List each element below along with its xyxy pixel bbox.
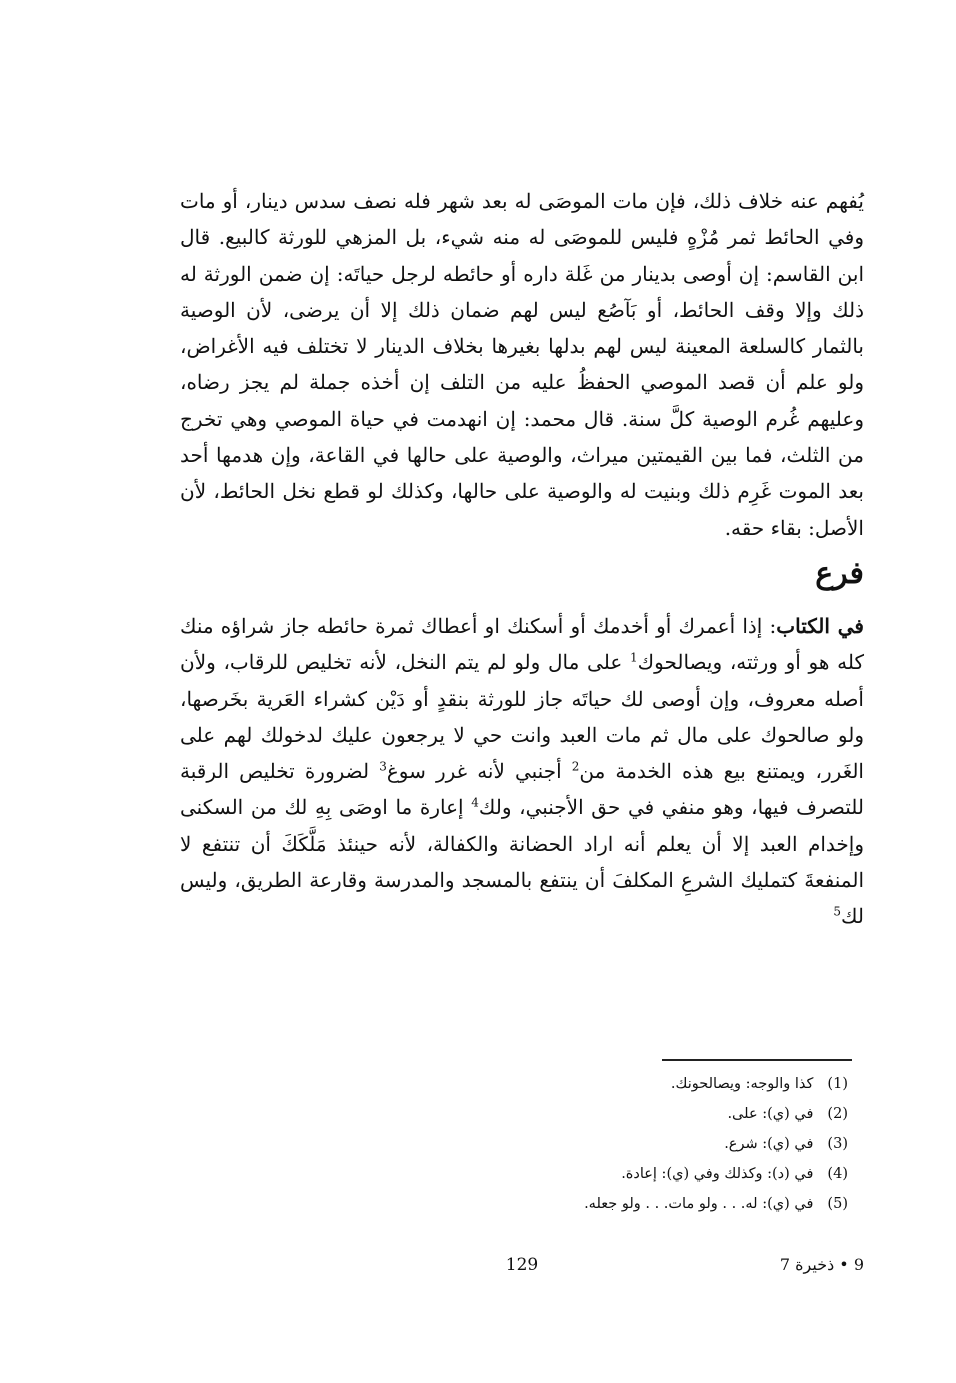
section-heading: فرع (815, 555, 864, 591)
footnote-text: في (د): وكذلك وفي (ي): إعادة. (621, 1166, 814, 1182)
footnotes-list (248, 1069, 848, 1219)
page-footer (180, 1255, 864, 1285)
footnote-number: (1) (827, 1076, 848, 1092)
lead-in-term: في الكتاب (776, 613, 864, 638)
footnote-number: (2) (827, 1106, 848, 1122)
paragraph-2-segment-5: إعارة ما اوصَى بِهِ لك من السكنى وإخدام العبد إلا أن يعلم أنه اراد الحضانة والكفالة، لأنه حينئذ مَلَّكَكَ أن تنتفع لا المنفعةَ كتمليك الشرعِ المكلفَ أن ينتفع بالمسجد والمدرسة وقارعة الطريق، وليس لك (180, 795, 864, 929)
footnote-item (248, 1189, 848, 1219)
paragraph-2-segment-4: لضرورة تخليص الرقبة للتصرف فيها، وهو منفي في حق الأجنبي، ولك (180, 759, 864, 820)
paragraph-2 (180, 608, 864, 935)
footnote-ref-3[interactable]: 3 (379, 759, 387, 774)
footnote-item (248, 1099, 848, 1129)
footnote-text: في (ي): على. (727, 1106, 814, 1122)
footnote-divider (662, 1059, 852, 1061)
signature-mark: 9 • ذخيرة 7 (779, 1255, 864, 1274)
main-text (180, 183, 864, 935)
footnote-number: (5) (827, 1196, 848, 1212)
page-number: 129 (505, 1255, 539, 1275)
footnote-text: في (ي): له. . . ولو مات. . . ولو جعله. (584, 1196, 814, 1212)
footnote-item (248, 1069, 848, 1099)
footnote-text: كذا والوجه: ويصالحونك. (670, 1076, 814, 1092)
footnote-number: (4) (827, 1166, 848, 1182)
footnote-ref-5[interactable]: 5 (833, 904, 842, 919)
paragraph-2-segment-3: أجنبي لأنه غرر سوغ (386, 759, 572, 784)
footnote-item (248, 1129, 848, 1159)
footnote-text: في (ي): شرع. (724, 1136, 814, 1152)
footnote-number: (3) (827, 1136, 848, 1152)
footnote-ref-4[interactable]: 4 (471, 795, 479, 810)
paragraph-1: يُفهم عنه خلاف ذلك، فإن مات الموصَى له بعد شهر فله نصف سدس دينار، أو مات وفي الحائط ثمر مُزْهٍ فليس للموصَى له منه شيء، بل المزهي للورثة كالبيع. قال ابن القاسم: إن أوصى بدينار من غَلة داره أو حائطه لرجل حياتَه: إن ضمن الورثة له ذلك وإلا وقف الحائط، أو بَآصُع ليس لهم ضمان ذلك إلا أن يرضى، لأن الوصية بالثمار كالسلعة المعينة ليس لهم بدلها بغيرها بخلاف الدينار لا تختلف فيه الأغراض، ولو علم أن قصد الموصي الحفظُ عليه من التلف إن أخذه جملة لم يجز رضاه، وعليهم غُرم الوصية كلَّ سنة. قال محمد: إن انهدمت في حياة الموصي وهي تخرج من الثلث، فما بين القيمتين ميراث، والوصية على حالها في القاعة، وإن هدمها أحد بعد الموت غَرِم ذلك وبنيت له والوصية على حالها، وكذلك لو قطع نخل الحائط، لأن الأصل: بقاء حقه. (180, 189, 864, 540)
paragraph-2-segment-2: على مال ولو لم يتم النخل، لأنه تخليص للرقاب، ولأن أصله معروف، وإن أوصى لك حياتَه جاز للورثة بنقدٍ أو دَيْن كشراء العَرية بخَرصها، ولو صالحوك على مال ثم مات العبد وانت حي لا يرجعون عليك لدخولك لهم على الغَرر، ويمتنع بيع هذه الخدمة من (180, 650, 864, 784)
paragraph-2-segment-1: : إذا أعمرك أو أخدمك أو أسكنك او أعطاك ثمرة حائطه جاز شراؤه منك كله هو أو ورثته، ويصالحوك (180, 613, 865, 675)
footnote-ref-1[interactable]: 1 (630, 650, 638, 665)
footnote-item (248, 1159, 848, 1189)
footnote-ref-2[interactable]: 2 (571, 759, 580, 774)
